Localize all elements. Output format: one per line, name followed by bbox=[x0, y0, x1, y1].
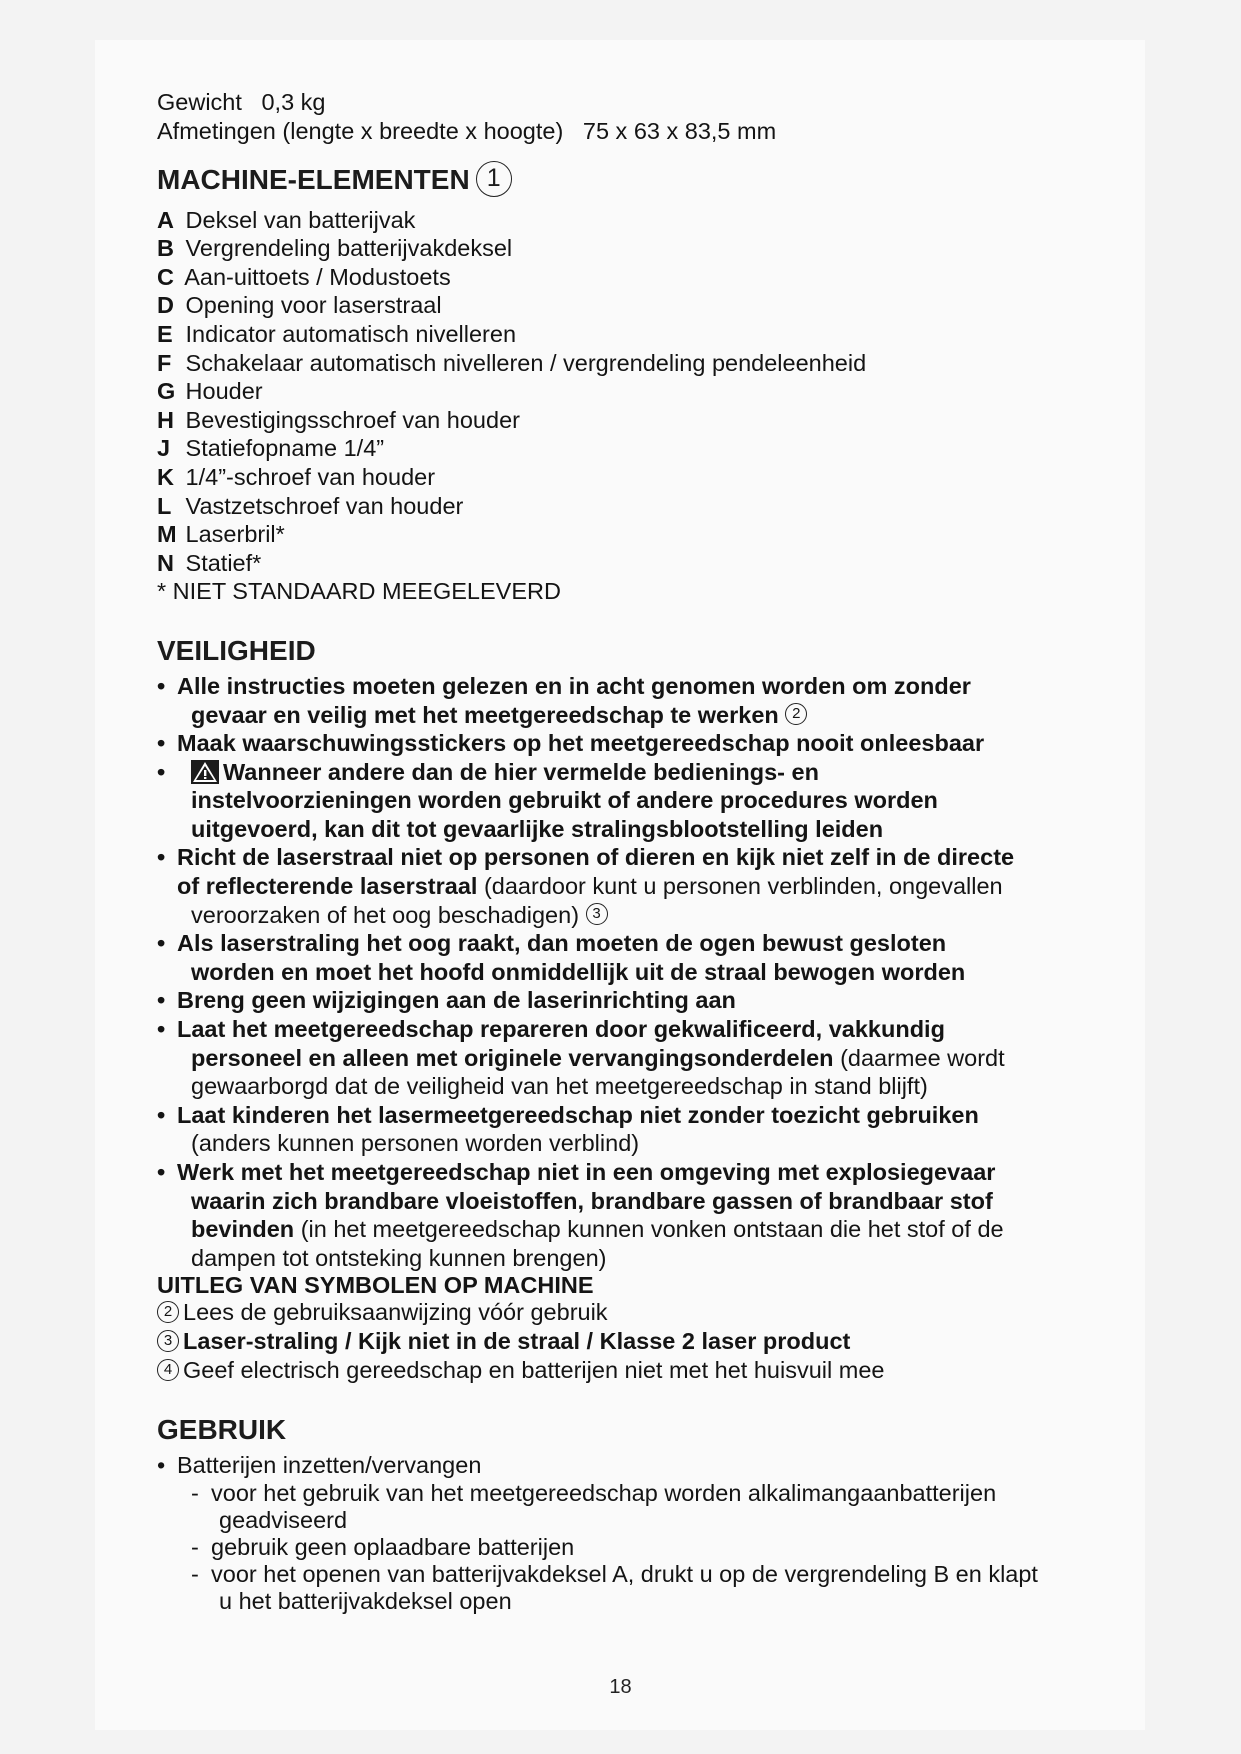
symbol-text: Lees de gebruiksaanwijzing vóór gebruik bbox=[183, 1299, 608, 1326]
safety-text-cont bbox=[177, 701, 1087, 730]
safety-text: Laat kinderen het lasermeetgereedschap niet zonder toezicht gebruiken bbox=[177, 1101, 979, 1128]
part-row bbox=[157, 234, 1087, 263]
usage-heading: GEBRUIK bbox=[157, 1414, 287, 1446]
usage-text: Batterijen inzetten/vervangen bbox=[177, 1452, 482, 1479]
warning-triangle-icon bbox=[191, 760, 219, 784]
safety-text-cont bbox=[177, 1215, 1087, 1244]
safety-text: (daardoor kunt u personen verblinden, ongevallen bbox=[477, 873, 1003, 900]
safety-text: gewaarborgd dat de veiligheid van het meetgereedschap in stand blijft) bbox=[191, 1073, 928, 1100]
safety-text: Wanneer andere dan de hier vermelde bedienings- en bbox=[223, 758, 819, 785]
safety-item bbox=[157, 1101, 1087, 1158]
usage-subitem bbox=[191, 1534, 1087, 1561]
part-text: Laserbril* bbox=[185, 521, 285, 548]
spec-weight: Gewicht 0,3 kg bbox=[157, 89, 326, 115]
safety-text: waarin zich brandbare vloeistoffen, brandbare gassen of brandbaar stof bbox=[191, 1187, 993, 1214]
part-letter: E bbox=[157, 320, 173, 347]
part-letter: A bbox=[157, 206, 174, 233]
safety-text: (anders kunnen personen worden verblind) bbox=[191, 1130, 640, 1157]
safety-text: Laat het meetgereedschap repareren door gekwalificeerd, vakkundig bbox=[177, 1016, 945, 1043]
part-letter: C bbox=[157, 263, 174, 290]
part-text: Schakelaar automatisch nivelleren / vergrendeling pendeleenheid bbox=[185, 349, 867, 376]
part-row bbox=[157, 377, 1087, 406]
usage-sublist bbox=[177, 1480, 1087, 1615]
usage-subtext: u het batterijvakdeksel open bbox=[219, 1587, 512, 1614]
part-row bbox=[157, 263, 1087, 292]
usage-subtext: voor het gebruik van het meetgereedschap worden alkalimangaanbatterijen bbox=[211, 1479, 997, 1506]
part-letter: F bbox=[157, 349, 172, 376]
safety-text-cont bbox=[177, 872, 1087, 901]
symbol-row bbox=[157, 1356, 1087, 1385]
machine-elements-title: MACHINE-ELEMENTEN bbox=[157, 164, 470, 195]
part-text: Vergrendeling batterijvakdeksel bbox=[185, 235, 513, 262]
safety-text: uitgevoerd, kan dit tot gevaarlijke stralingsblootstelling leiden bbox=[191, 815, 884, 842]
safety-text: dampen tot ontsteking kunnen brengen) bbox=[191, 1244, 607, 1271]
part-text: Opening voor laserstraal bbox=[185, 292, 442, 319]
part-letter: B bbox=[157, 235, 174, 262]
safety-text: personeel en alleen met originele vervangingsonderdelen bbox=[191, 1044, 834, 1071]
part-text: 1/4”-schroef van houder bbox=[185, 463, 436, 490]
parts-list bbox=[157, 206, 1087, 578]
part-row bbox=[157, 349, 1087, 378]
symbol-row bbox=[157, 1298, 1087, 1327]
safety-text: Werk met het meetgereedschap niet in een omgeving met explosiegevaar bbox=[177, 1159, 996, 1186]
part-letter: H bbox=[157, 406, 174, 433]
part-letter: M bbox=[157, 521, 177, 548]
usage-subitem bbox=[191, 1480, 1087, 1534]
safety-text: gevaar en veilig met het meetgereedschap te werken bbox=[191, 701, 779, 728]
machine-elements-heading bbox=[157, 163, 1087, 200]
figure-ref-1: 1 bbox=[476, 161, 512, 197]
part-letter: D bbox=[157, 292, 174, 319]
symbols-heading: UITLEG VAN SYMBOLEN OP MACHINE bbox=[157, 1272, 594, 1299]
safety-text: of reflecterende laserstraal bbox=[177, 873, 478, 900]
safety-item bbox=[157, 1015, 1087, 1101]
part-row bbox=[157, 520, 1087, 549]
safety-heading: VEILIGHEID bbox=[157, 634, 316, 666]
symbol-number: 2 bbox=[157, 1301, 179, 1323]
symbol-ref-2: 2 bbox=[785, 703, 807, 725]
part-row bbox=[157, 434, 1087, 463]
symbol-ref-3: 3 bbox=[586, 903, 608, 925]
safety-text: bevinden bbox=[191, 1216, 295, 1243]
safety-text: (in het meetgereedschap kunnen vonken ontstaan die het stof of de bbox=[294, 1216, 1004, 1243]
usage-item bbox=[157, 1451, 1087, 1615]
safety-text: veroorzaken of het oog beschadigen) bbox=[191, 901, 580, 928]
safety-item bbox=[157, 929, 1087, 986]
symbol-text: Laser-straling / Kijk niet in de straal / Klasse 2 laser product bbox=[183, 1328, 851, 1355]
symbol-row bbox=[157, 1327, 1087, 1356]
page-number: 18 bbox=[609, 1676, 632, 1698]
safety-item bbox=[157, 986, 1087, 1015]
part-text: Indicator automatisch nivelleren bbox=[185, 320, 517, 347]
safety-text: worden en moet het hoofd onmiddellijk uit de straal bewogen worden bbox=[191, 958, 966, 985]
part-text: Deksel van batterijvak bbox=[185, 206, 416, 233]
symbol-text: Geef electrisch gereedschap en batterijen niet met het huisvuil mee bbox=[183, 1357, 885, 1384]
part-letter: K bbox=[157, 463, 174, 490]
symbol-number: 3 bbox=[157, 1330, 179, 1352]
part-text: Statief* bbox=[185, 549, 262, 576]
safety-item bbox=[157, 672, 1087, 729]
part-row bbox=[157, 549, 1087, 578]
safety-text: Alle instructies moeten gelezen en in acht genomen worden om zonder bbox=[177, 672, 971, 699]
part-row bbox=[157, 463, 1087, 492]
not-included-note: * NIET STANDAARD MEEGELEVERD bbox=[157, 578, 561, 605]
part-text: Houder bbox=[185, 378, 263, 405]
safety-text: Richt de laserstraal niet op personen of dieren en kijk niet zelf in de directe bbox=[177, 844, 1015, 871]
document-content bbox=[157, 88, 1087, 1615]
safety-item bbox=[157, 843, 1087, 929]
part-letter: N bbox=[157, 549, 174, 576]
safety-item bbox=[157, 1158, 1087, 1272]
safety-item bbox=[157, 758, 1087, 844]
safety-item bbox=[157, 729, 1087, 758]
safety-text: Maak waarschuwingsstickers op het meetgereedschap nooit onleesbaar bbox=[177, 730, 985, 757]
symbol-number: 4 bbox=[157, 1359, 179, 1381]
safety-text: (daarmee wordt bbox=[833, 1044, 1005, 1071]
part-row bbox=[157, 291, 1087, 320]
part-text: Statiefopname 1/4” bbox=[185, 435, 385, 462]
usage-subtext: geadviseerd bbox=[219, 1506, 348, 1533]
part-letter: J bbox=[157, 435, 171, 462]
part-text: Vastzetschroef van houder bbox=[185, 492, 464, 519]
safety-list bbox=[157, 672, 1087, 1272]
part-letter: L bbox=[157, 492, 172, 519]
safety-text: Breng geen wijzigingen aan de laserinrichting aan bbox=[177, 987, 736, 1014]
part-row bbox=[157, 492, 1087, 521]
safety-text-cont bbox=[177, 1044, 1087, 1073]
safety-text: Als laserstraling het oog raakt, dan moeten de ogen bewust gesloten bbox=[177, 930, 947, 957]
usage-subitem bbox=[191, 1561, 1087, 1615]
usage-list bbox=[157, 1451, 1087, 1615]
part-row bbox=[157, 206, 1087, 235]
safety-text: instelvoorzieningen worden gebruikt of andere procedures worden bbox=[191, 787, 938, 814]
usage-subtext: voor het openen van batterijvakdeksel A, drukt u op de vergrendeling B en klapt bbox=[211, 1560, 1038, 1587]
part-row bbox=[157, 320, 1087, 349]
part-text: Aan-uittoets / Modustoets bbox=[184, 263, 451, 290]
usage-subtext: gebruik geen oplaadbare batterijen bbox=[211, 1533, 575, 1560]
part-letter: G bbox=[157, 378, 176, 405]
part-text: Bevestigingsschroef van houder bbox=[185, 406, 520, 433]
safety-text-cont bbox=[177, 901, 1087, 930]
spec-dimensions: Afmetingen (lengte x breedte x hoogte) 75 x 63 x 83,5 mm bbox=[157, 117, 777, 144]
part-row bbox=[157, 406, 1087, 435]
